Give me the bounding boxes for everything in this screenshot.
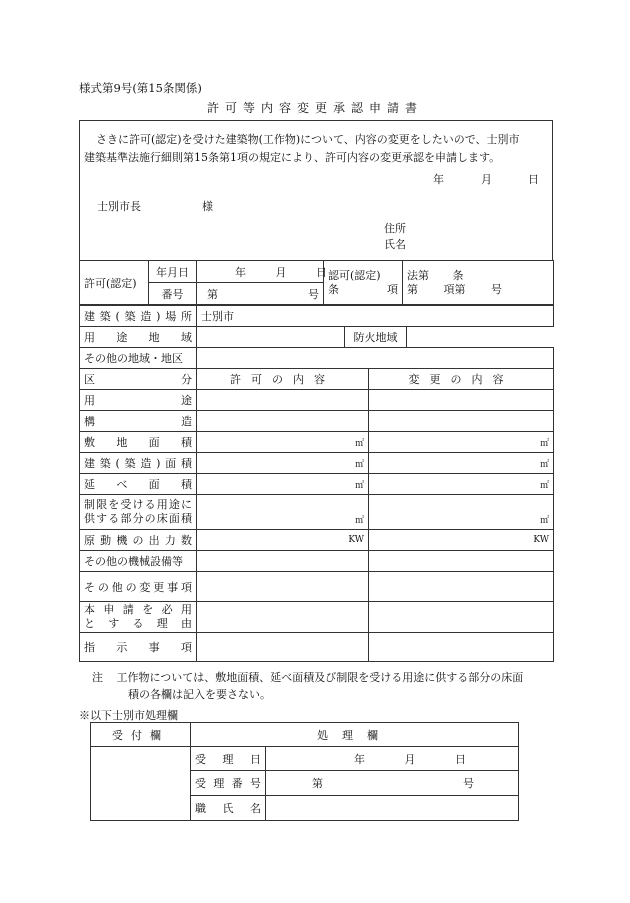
site-info-table xyxy=(79,305,554,369)
permit-year: 年 xyxy=(235,265,246,279)
processing-header: 処理欄 xyxy=(191,723,519,747)
other-zone-field[interactable] xyxy=(197,348,554,369)
row-label-line2: とする理由 xyxy=(84,617,192,630)
permit-content-header: 許可の内容 xyxy=(197,369,369,390)
table-row xyxy=(80,633,554,662)
receipt-month: 月 xyxy=(404,752,416,766)
receipt-number-label: 受理番号 xyxy=(191,771,266,796)
change-cell[interactable] xyxy=(369,390,554,411)
permit-cell[interactable] xyxy=(197,390,369,411)
comparison-table xyxy=(79,368,554,662)
table-row xyxy=(80,411,554,432)
fire-zone-field[interactable] xyxy=(407,327,554,348)
permit-cell[interactable] xyxy=(197,411,369,432)
row-label: 用途 xyxy=(80,390,197,411)
receipt-year: 年 xyxy=(354,752,365,766)
permit-label: 許可(認定) xyxy=(80,261,149,305)
permit-number-prefix: 第 xyxy=(207,287,218,301)
office-section-label: ※以下士別市処理欄 xyxy=(79,709,178,722)
table-row xyxy=(80,495,554,530)
use-zone-label: 用途地域 xyxy=(80,327,197,348)
clause-label-line2: 条項 xyxy=(328,282,398,296)
table-row xyxy=(80,474,554,495)
row-label: 構造 xyxy=(80,411,197,432)
permit-month: 月 xyxy=(275,265,287,279)
document-title: 許可等内容変更承認申請書 xyxy=(206,101,423,115)
row-label: その他の変更事項 xyxy=(80,572,197,602)
permit-cell[interactable]: ㎡ xyxy=(197,453,369,474)
reception-header: 受付欄 xyxy=(91,723,191,747)
permit-date-label: 年月日 xyxy=(149,261,197,283)
law-clause-field[interactable] xyxy=(403,261,554,305)
application-box xyxy=(79,120,553,261)
clause-kou-dai: 項第 xyxy=(443,282,466,296)
receipt-number-field[interactable] xyxy=(266,771,519,796)
change-cell[interactable] xyxy=(369,551,554,572)
row-label-line1: 本申請を必用 xyxy=(84,603,192,616)
permit-cell[interactable] xyxy=(197,551,369,572)
change-cell[interactable]: ㎡ xyxy=(369,432,554,453)
applicant-address-label[interactable]: 住所 xyxy=(384,222,406,235)
application-date-day[interactable]: 日 xyxy=(528,173,539,186)
table-row xyxy=(80,551,554,572)
change-cell[interactable]: ㎡ xyxy=(369,474,554,495)
permit-cell[interactable]: ㎡ xyxy=(197,432,369,453)
office-table xyxy=(90,722,519,821)
change-cell[interactable] xyxy=(369,633,554,662)
use-zone-field[interactable] xyxy=(197,327,345,348)
table-row xyxy=(80,432,554,453)
row-label: 原動機の出力数 xyxy=(80,530,197,551)
honorific: 様 xyxy=(202,200,213,213)
category-header: 区分 xyxy=(80,369,197,390)
receipt-number-suffix: 号 xyxy=(463,777,474,790)
receipt-day: 日 xyxy=(455,752,466,766)
row-label: 敷地面積 xyxy=(80,432,197,453)
row-label: 延べ面積 xyxy=(80,474,197,495)
permit-cell[interactable]: KW xyxy=(197,530,369,551)
permit-cell[interactable]: ㎡ xyxy=(197,495,369,530)
location-label: 建築(築造)場所 xyxy=(80,306,197,327)
staff-name-label: 職氏名 xyxy=(191,796,266,821)
change-cell[interactable] xyxy=(369,572,554,602)
clause-label-line1: 認可(認定) xyxy=(328,268,381,282)
permit-info-table xyxy=(79,260,554,305)
row-label xyxy=(80,495,197,530)
note-line-1 xyxy=(92,669,523,685)
change-cell[interactable] xyxy=(369,602,554,633)
fire-zone-label: 防火地域 xyxy=(345,327,407,348)
change-cell[interactable] xyxy=(369,411,554,432)
table-row xyxy=(80,602,554,633)
receipt-number-prefix: 第 xyxy=(312,777,323,790)
table-row xyxy=(80,572,554,602)
permit-number-field[interactable] xyxy=(197,283,324,305)
table-row xyxy=(80,530,554,551)
note-prefix: 注 xyxy=(92,671,103,684)
permit-cell[interactable]: ㎡ xyxy=(197,474,369,495)
permit-day: 日 xyxy=(316,265,327,279)
applicant-name-label[interactable]: 氏名 xyxy=(384,238,406,251)
change-content-header: 変更の内容 xyxy=(369,369,554,390)
permit-number-label: 番号 xyxy=(149,283,197,305)
form-id: 様式第9号(第15条関係) xyxy=(79,81,202,95)
intro-line-1: さきに許可(認定)を受けた建築物(工作物)について、内容の変更をしたいので、士別市 xyxy=(96,133,520,146)
intro-line-2: 建築基準法施行細則第15条第1項の規定により、許可内容の変更承認を申請します。 xyxy=(84,151,501,164)
application-date-year[interactable]: 年 xyxy=(433,173,444,186)
clause-label xyxy=(324,261,403,305)
row-label xyxy=(80,602,197,633)
change-cell[interactable]: KW xyxy=(369,530,554,551)
row-label: 建築(築造)面積 xyxy=(80,453,197,474)
addressee: 士別市長 xyxy=(97,200,141,213)
permit-cell[interactable] xyxy=(197,633,369,662)
permit-date-field[interactable] xyxy=(197,261,327,283)
note-line-2: 積の各欄は記入を要さない。 xyxy=(128,688,271,701)
permit-cell[interactable] xyxy=(197,572,369,602)
row-label-line2: 供する部分の床面積 xyxy=(84,512,192,525)
clause-dai: 第 xyxy=(407,282,418,296)
receipt-date-field[interactable] xyxy=(266,747,519,771)
row-label-line1: 制限を受ける用途に xyxy=(84,498,192,511)
note-text-1: 工作物については、敷地面積、延べ面積及び制限を受ける用途に供する部分の床面 xyxy=(116,671,524,684)
article-label: 条 xyxy=(452,268,464,282)
row-label: その他の機械設備等 xyxy=(80,551,197,572)
application-date-month[interactable]: 月 xyxy=(481,173,492,186)
receipt-date-label: 受理日 xyxy=(191,747,266,771)
change-cell[interactable]: ㎡ xyxy=(369,453,554,474)
location-value[interactable]: 士別市 xyxy=(197,306,554,327)
reception-stamp-area[interactable] xyxy=(91,747,191,821)
other-zone-label: その他の地域・地区 xyxy=(80,348,197,369)
permit-cell[interactable] xyxy=(197,602,369,633)
change-cell[interactable]: ㎡ xyxy=(369,495,554,530)
row-label: 指示事項 xyxy=(80,633,197,662)
table-row xyxy=(80,453,554,474)
clause-go: 号 xyxy=(491,282,502,296)
staff-name-field[interactable] xyxy=(266,796,519,821)
table-row xyxy=(80,390,554,411)
law-label: 法第 xyxy=(407,268,429,282)
permit-number-suffix: 号 xyxy=(308,287,319,301)
